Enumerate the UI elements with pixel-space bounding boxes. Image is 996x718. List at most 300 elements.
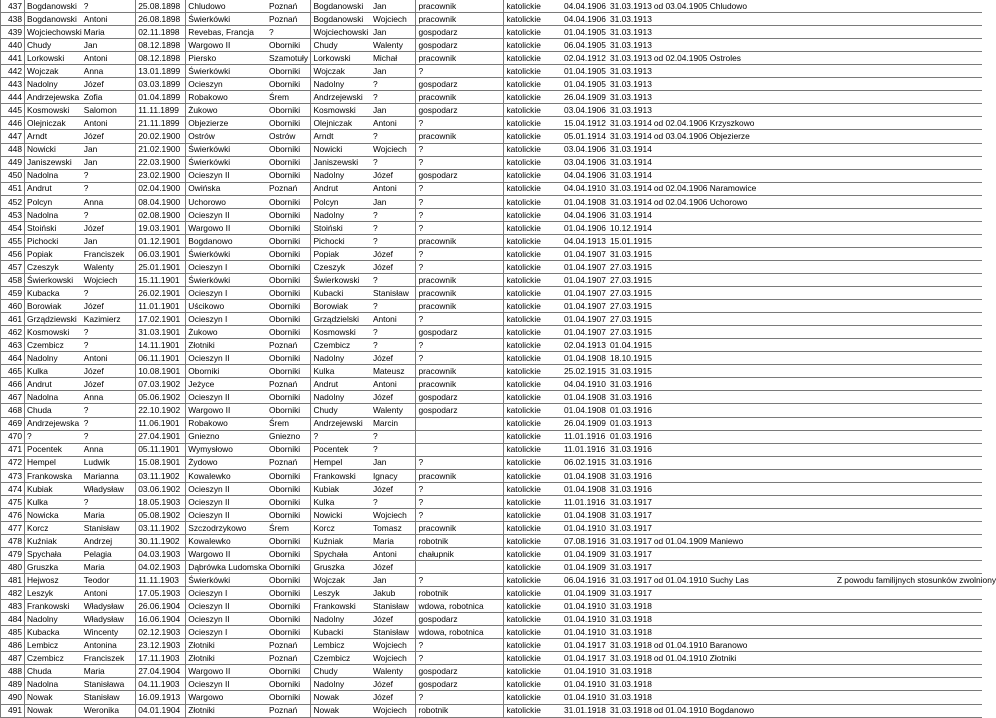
table-row	[1, 469, 982, 482]
birth-place-cell: Ocieszyn I	[186, 587, 267, 600]
first-name-cell: Władysław	[82, 613, 136, 626]
date-entered-cell: 02.04.1912	[562, 52, 608, 65]
religion-cell: katolickie	[504, 521, 562, 534]
surname-cell: Świerkowski	[25, 273, 82, 286]
birth-date-cell: 11.06.1901	[136, 417, 186, 430]
date-left-cell: 01.03.1916	[609, 405, 652, 416]
first-name-cell: Antoni	[82, 52, 136, 65]
birth-district-cell: Oborniki	[267, 326, 311, 339]
remarks-cell	[652, 65, 982, 78]
remarks-cell	[652, 417, 982, 430]
occupation-cell: ?	[416, 195, 504, 208]
surname-cell: Polcyn	[25, 195, 82, 208]
remarks-cell: od 02.04.1906 Krzyszkowo	[652, 117, 982, 130]
occupation-cell: gospodarz	[416, 78, 504, 91]
first-name-cell: Teodor	[82, 574, 136, 587]
date-left-cell: 31.03.1916	[609, 379, 652, 390]
date-entered-cell: 01.04.1905	[562, 78, 608, 91]
father-name-cell: Józef	[371, 352, 416, 365]
surname-cell: Frankowski	[25, 600, 82, 613]
date-left-cell: 31.03.1913	[609, 13, 652, 24]
birth-district-cell: Oborniki	[267, 613, 311, 626]
row-number-cell: 462	[1, 326, 25, 339]
religion-cell: katolickie	[504, 430, 562, 443]
father-surname-cell: Spychała	[311, 547, 371, 560]
occupation-cell: pracownik	[416, 300, 504, 313]
occupation-cell	[416, 430, 504, 443]
birth-district-cell: Oborniki	[267, 195, 311, 208]
date-entered-cell: 01.04.1909	[562, 561, 608, 574]
date-entered-cell: 26.04.1909	[562, 91, 608, 104]
father-surname-cell: Świerkowski	[311, 273, 371, 286]
birth-date-cell: 04.03.1903	[136, 547, 186, 560]
date-left-cell: 31.03.1914	[609, 144, 652, 155]
date-left-cell: 31.03.1918	[609, 614, 652, 625]
birth-place-cell: Wargowo II	[186, 665, 267, 678]
birth-district-cell: Oborniki	[267, 534, 311, 547]
remarks-cell	[652, 508, 982, 521]
surname-cell: Wojczak	[25, 65, 82, 78]
date-entered-cell: 06.04.1916	[562, 574, 608, 587]
birth-date-cell: 22.03.1900	[136, 156, 186, 169]
father-surname-cell: Nadolny	[311, 352, 371, 365]
religion-cell: katolickie	[504, 247, 562, 260]
birth-district-cell: Oborniki	[267, 234, 311, 247]
birth-place-cell: Żydowo	[186, 456, 267, 469]
father-name-cell: Antoni	[371, 313, 416, 326]
remarks-cell	[652, 339, 982, 352]
remarks-cell	[652, 221, 982, 234]
birth-district-cell: Oborniki	[267, 691, 311, 704]
religion-cell: katolickie	[504, 339, 562, 352]
remarks-cell: od 03.04.1905 Chludowo	[652, 0, 982, 13]
father-surname-cell: Nadolny	[311, 208, 371, 221]
father-name-cell: ?	[371, 495, 416, 508]
remarks-cell	[652, 260, 982, 273]
birth-date-cell: 21.02.1900	[136, 143, 186, 156]
date-left-cell: 31.03.1917	[609, 522, 652, 533]
occupation-cell: ?	[416, 508, 504, 521]
birth-district-cell: Oborniki	[267, 287, 311, 300]
father-surname-cell: Bogdanowski	[311, 0, 371, 13]
religion-cell: katolickie	[504, 613, 562, 626]
birth-district-cell: Oborniki	[267, 600, 311, 613]
occupation-cell: robotnik	[416, 587, 504, 600]
birth-district-cell: Gniezno	[267, 430, 311, 443]
date-left-cell: 31.03.1918	[609, 692, 652, 703]
father-surname-cell: Leszyk	[311, 587, 371, 600]
row-number-cell: 467	[1, 391, 25, 404]
remarks-cell: od 01.04.1910 Złotniki	[652, 652, 982, 665]
father-surname-cell: Nowicki	[311, 508, 371, 521]
father-name-cell: Józef	[371, 678, 416, 691]
row-number-cell: 457	[1, 260, 25, 273]
birth-district-cell: ?	[267, 26, 311, 39]
father-name-cell: Tomasz	[371, 521, 416, 534]
date-entered-cell: 01.04.1908	[562, 352, 608, 365]
birth-place-cell: Kowalewko	[186, 534, 267, 547]
father-name-cell: ?	[371, 221, 416, 234]
birth-place-cell: Złotniki	[186, 704, 267, 717]
surname-cell: Kosmowski	[25, 326, 82, 339]
birth-date-cell: 05.11.1901	[136, 443, 186, 456]
date-entered-cell: 01.04.1909	[562, 547, 608, 560]
first-name-cell: Antoni	[82, 117, 136, 130]
birth-date-cell: 14.11.1901	[136, 339, 186, 352]
religion-cell: katolickie	[504, 639, 562, 652]
row-number-cell: 449	[1, 156, 25, 169]
date-entered-cell: 01.04.1907	[562, 247, 608, 260]
birth-date-cell: 11.11.1903	[136, 574, 186, 587]
occupation-cell: gospodarz	[416, 391, 504, 404]
surname-cell: Chuda	[25, 665, 82, 678]
table-row	[1, 547, 982, 560]
first-name-cell: Jan	[82, 143, 136, 156]
father-name-cell: Walenty	[371, 665, 416, 678]
birth-district-cell: Oborniki	[267, 300, 311, 313]
surname-cell: Nadolna	[25, 391, 82, 404]
father-surname-cell: Janiszewski	[311, 156, 371, 169]
birth-district-cell: Poznań	[267, 652, 311, 665]
remarks-cell	[652, 482, 982, 495]
father-surname-cell: Bogdanowski	[311, 13, 371, 26]
birth-place-cell: Ocieszyn	[186, 78, 267, 91]
birth-date-cell: 26.08.1898	[136, 13, 186, 26]
birth-place-cell: Wargowo	[186, 691, 267, 704]
remarks-cell	[652, 443, 982, 456]
row-number-cell: 459	[1, 287, 25, 300]
first-name-cell: Józef	[82, 130, 136, 143]
birth-district-cell: Oborniki	[267, 482, 311, 495]
date-left-cell: 01.03.1913	[609, 418, 652, 429]
father-name-cell: Marcin	[371, 417, 416, 430]
row-number-cell: 447	[1, 130, 25, 143]
religion-cell: katolickie	[504, 482, 562, 495]
table-row	[1, 417, 982, 430]
birth-place-cell: Świerkówki	[186, 13, 267, 26]
birth-place-cell: Dąbrówka Ludomska	[186, 561, 267, 574]
birth-place-cell: Ocieszyn II	[186, 482, 267, 495]
surname-cell: Gruszka	[25, 561, 82, 574]
date-left-cell: 01.03.1916	[609, 431, 652, 442]
first-name-cell: Anna	[82, 391, 136, 404]
remarks-cell	[652, 78, 982, 91]
religion-cell: katolickie	[504, 156, 562, 169]
religion-cell: katolickie	[504, 300, 562, 313]
religion-cell: katolickie	[504, 287, 562, 300]
father-name-cell: Jan	[371, 0, 416, 13]
date-entered-cell: 11.01.1916	[562, 430, 608, 443]
birth-district-cell: Poznań	[267, 378, 311, 391]
father-name-cell: Jan	[371, 104, 416, 117]
row-number-cell: 441	[1, 52, 25, 65]
first-name-cell: ?	[82, 169, 136, 182]
table-row	[1, 169, 982, 182]
birth-district-cell: Oborniki	[267, 260, 311, 273]
birth-district-cell: Oborniki	[267, 78, 311, 91]
surname-cell: Olejniczak	[25, 117, 82, 130]
religion-cell: katolickie	[504, 508, 562, 521]
birth-date-cell: 18.05.1903	[136, 495, 186, 508]
surname-cell: Frankowska	[25, 469, 82, 482]
birth-date-cell: 16.06.1904	[136, 613, 186, 626]
table-row	[1, 561, 982, 574]
date-entered-cell: 01.04.1908	[562, 391, 608, 404]
first-name-cell: Salomon	[82, 104, 136, 117]
birth-date-cell: 15.11.1901	[136, 273, 186, 286]
father-surname-cell: Kubiak	[311, 482, 371, 495]
table-row	[1, 313, 982, 326]
father-surname-cell: Polcyn	[311, 195, 371, 208]
birth-district-cell: Oborniki	[267, 156, 311, 169]
father-name-cell: Jan	[371, 195, 416, 208]
birth-date-cell: 17.11.1903	[136, 652, 186, 665]
first-name-cell: ?	[82, 404, 136, 417]
father-name-cell: Antoni	[371, 182, 416, 195]
date-left-cell: 15.01.1915	[609, 235, 652, 246]
birth-place-cell: Owińska	[186, 182, 267, 195]
remarks-cell: od 02.04.1905 Ostroles	[652, 52, 982, 65]
date-left-cell: 31.03.1914	[609, 170, 652, 181]
occupation-cell: gospodarz	[416, 104, 504, 117]
birth-place-cell: Bogdanowo	[186, 234, 267, 247]
table-row	[1, 247, 982, 260]
row-number-cell: 474	[1, 482, 25, 495]
table-row	[1, 130, 982, 143]
remarks-cell	[652, 287, 982, 300]
table-row	[1, 273, 982, 286]
first-name-cell: Stanisław	[82, 521, 136, 534]
birth-date-cell: 08.12.1898	[136, 52, 186, 65]
date-entered-cell: 01.04.1905	[562, 65, 608, 78]
date-left-cell: 31.03.1918	[609, 600, 652, 611]
table-row	[1, 639, 982, 652]
remarks-cell	[652, 456, 982, 469]
religion-cell: katolickie	[504, 587, 562, 600]
father-surname-cell: Chudy	[311, 404, 371, 417]
table-row	[1, 208, 982, 221]
birth-place-cell: Gniezno	[186, 430, 267, 443]
birth-date-cell: 13.01.1899	[136, 65, 186, 78]
birth-date-cell: 22.10.1902	[136, 404, 186, 417]
birth-district-cell: Oborniki	[267, 404, 311, 417]
row-number-cell: 463	[1, 339, 25, 352]
father-surname-cell: Andrut	[311, 378, 371, 391]
birth-place-cell: Złotniki	[186, 639, 267, 652]
birth-place-cell: Revebas, Francja	[186, 26, 267, 39]
date-entered-cell: 03.04.1906	[562, 156, 608, 169]
surname-cell: Janiszewski	[25, 156, 82, 169]
birth-district-cell: Oborniki	[267, 169, 311, 182]
father-name-cell: ?	[371, 78, 416, 91]
father-name-cell: ?	[371, 234, 416, 247]
birth-district-cell: Poznań	[267, 456, 311, 469]
birth-district-cell: Oborniki	[267, 561, 311, 574]
surname-cell: Andrzejewska	[25, 91, 82, 104]
remarks-cell	[652, 626, 982, 639]
birth-district-cell: Oborniki	[267, 352, 311, 365]
date-entered-cell: 01.04.1908	[562, 469, 608, 482]
occupation-cell: gospodarz	[416, 169, 504, 182]
remarks-cell	[652, 104, 982, 117]
first-name-cell: Kazimierz	[82, 313, 136, 326]
row-number-cell: 478	[1, 534, 25, 547]
date-left-cell: 31.03.1918	[609, 627, 652, 638]
birth-date-cell: 03.06.1902	[136, 482, 186, 495]
birth-date-cell: 02.12.1903	[136, 626, 186, 639]
birth-date-cell: 23.12.1903	[136, 639, 186, 652]
date-entered-cell: 04.04.1906	[562, 0, 608, 13]
table-row	[1, 143, 982, 156]
row-number-cell: 448	[1, 143, 25, 156]
date-entered-cell: 06.02.1915	[562, 456, 608, 469]
birth-district-cell: Poznań	[267, 339, 311, 352]
date-left-cell: 31.03.1918	[609, 653, 652, 664]
birth-place-cell: Oborniki	[186, 365, 267, 378]
date-entered-cell: 01.04.1908	[562, 482, 608, 495]
date-entered-cell: 31.01.1918	[562, 704, 608, 717]
table-row	[1, 574, 982, 587]
birth-place-cell: Wargowo II	[186, 547, 267, 560]
father-surname-cell: Borowiak	[311, 300, 371, 313]
remarks-cell	[652, 313, 982, 326]
father-name-cell: Wojciech	[371, 508, 416, 521]
row-number-cell: 445	[1, 104, 25, 117]
birth-district-cell: Poznań	[267, 639, 311, 652]
date-left-cell: 31.03.1917	[609, 561, 652, 572]
surname-cell: Nadolny	[25, 613, 82, 626]
religion-cell: katolickie	[504, 495, 562, 508]
table-row	[1, 78, 982, 91]
birth-date-cell: 08.04.1900	[136, 195, 186, 208]
date-entered-cell: 01.04.1917	[562, 652, 608, 665]
first-name-cell: Anna	[82, 443, 136, 456]
date-entered-cell: 04.04.1910	[562, 182, 608, 195]
birth-place-cell: Ostrów	[186, 130, 267, 143]
date-entered-cell: 01.04.1909	[562, 587, 608, 600]
remarks-cell	[652, 208, 982, 221]
row-number-cell: 470	[1, 430, 25, 443]
date-left-cell: 31.03.1918	[609, 679, 652, 690]
remarks-cell	[652, 326, 982, 339]
father-surname-cell: Lembicz	[311, 639, 371, 652]
table-row	[1, 587, 982, 600]
first-name-cell: Józef	[82, 300, 136, 313]
first-name-cell: Maria	[82, 561, 136, 574]
remarks-cell	[652, 391, 982, 404]
date-entered-cell: 01.04.1907	[562, 260, 608, 273]
row-number-cell: 456	[1, 247, 25, 260]
date-left-cell: 31.03.1914	[609, 131, 652, 142]
birth-date-cell: 15.08.1901	[136, 456, 186, 469]
father-surname-cell: Kosmowski	[311, 104, 371, 117]
remarks-cell: od 02.04.1906 Naramowice	[652, 182, 982, 195]
birth-date-cell: 16.09.1913	[136, 691, 186, 704]
date-entered-cell: 15.04.1912	[562, 117, 608, 130]
row-number-cell: 460	[1, 300, 25, 313]
birth-date-cell: 25.08.1898	[136, 0, 186, 13]
first-name-cell: Stanisława	[82, 678, 136, 691]
occupation-cell: pracownik	[416, 0, 504, 13]
father-name-cell: Walenty	[371, 404, 416, 417]
religion-cell: katolickie	[504, 195, 562, 208]
remarks-cell	[652, 430, 982, 443]
row-number-cell: 487	[1, 652, 25, 665]
father-name-cell: ?	[371, 156, 416, 169]
row-number-cell: 485	[1, 626, 25, 639]
father-surname-cell: Olejniczak	[311, 117, 371, 130]
date-left-cell: 31.03.1913	[609, 0, 652, 11]
birth-district-cell: Oborniki	[267, 508, 311, 521]
occupation-cell: robotnik	[416, 704, 504, 717]
father-surname-cell: Pichocki	[311, 234, 371, 247]
remarks-cell: od 01.04.1910 Baranowo	[652, 639, 982, 652]
first-name-cell: Władysław	[82, 600, 136, 613]
birth-district-cell: Oborniki	[267, 65, 311, 78]
birth-date-cell: 01.12.1901	[136, 234, 186, 247]
row-number-cell: 480	[1, 561, 25, 574]
occupation-cell: pracownik	[416, 287, 504, 300]
row-number-cell: 454	[1, 221, 25, 234]
first-name-cell: Jan	[82, 234, 136, 247]
birth-date-cell: 17.05.1903	[136, 587, 186, 600]
occupation-cell: gospodarz	[416, 326, 504, 339]
surname-cell: Nadolna	[25, 169, 82, 182]
first-name-cell: ?	[82, 287, 136, 300]
occupation-cell: ?	[416, 143, 504, 156]
first-name-cell: Maria	[82, 508, 136, 521]
father-surname-cell: Korcz	[311, 521, 371, 534]
remarks-cell	[652, 691, 982, 704]
date-left-cell: 31.03.1915	[609, 366, 652, 377]
surname-cell: Kosmowski	[25, 104, 82, 117]
table-row	[1, 287, 982, 300]
remarks-cell	[652, 234, 982, 247]
remarks-cell	[652, 521, 982, 534]
surname-cell: Chudy	[25, 39, 82, 52]
first-name-cell: Weronika	[82, 704, 136, 717]
father-surname-cell: Kulka	[311, 495, 371, 508]
date-entered-cell: 04.04.1910	[562, 378, 608, 391]
religion-cell: katolickie	[504, 273, 562, 286]
birth-date-cell: 02.08.1900	[136, 208, 186, 221]
date-left-cell: 31.03.1918	[609, 705, 652, 716]
table-row	[1, 443, 982, 456]
father-name-cell: Józef	[371, 169, 416, 182]
table-row	[1, 326, 982, 339]
table-row	[1, 221, 982, 234]
first-name-cell: Anna	[82, 195, 136, 208]
table-row	[1, 456, 982, 469]
row-number-cell: 481	[1, 574, 25, 587]
table-row	[1, 521, 982, 534]
first-name-cell: ?	[82, 417, 136, 430]
first-name-cell: Stanisław	[82, 691, 136, 704]
table-row	[1, 182, 982, 195]
row-number-cell: 446	[1, 117, 25, 130]
row-number-cell: 473	[1, 469, 25, 482]
date-entered-cell: 01.04.1910	[562, 613, 608, 626]
date-left-cell: 18.10.1915	[609, 353, 652, 364]
remarks-cell	[652, 247, 982, 260]
surname-cell: Nadolna	[25, 678, 82, 691]
date-left-cell: 27.03.1915	[609, 261, 652, 272]
occupation-cell: ?	[416, 182, 504, 195]
father-name-cell: Stanisław	[371, 626, 416, 639]
occupation-cell: gospodarz	[416, 404, 504, 417]
father-name-cell: ?	[371, 208, 416, 221]
date-entered-cell: 01.04.1917	[562, 639, 608, 652]
